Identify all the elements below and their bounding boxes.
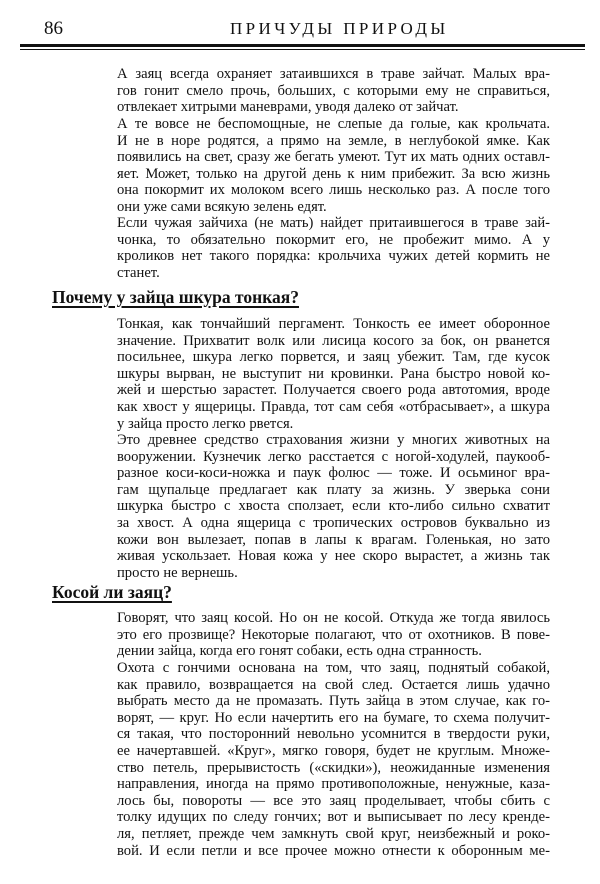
- text-line: жей и шерстью зарастет. Получается своего рода автотомия, вроде: [117, 382, 550, 399]
- text-line: И не в норе родятся, а прямо на земле, в неглубокой ямке. Как: [117, 132, 550, 149]
- text-line: она покормит их молоком всего лишь несколько раз. А после того: [117, 182, 550, 199]
- text-line: гам щупальце предлагает как плату за жизнь. У зверька сони: [117, 481, 550, 498]
- text-line: лось бы, повороты — все это заяц проделывает, чтобы сбить с: [117, 792, 550, 809]
- section-heading-thin-skin: Почему у зайца шкура тонкая?: [52, 287, 299, 307]
- paragraph-leverets: [117, 116, 550, 216]
- text-line: дении зайца, когда его гонят собаки, есть одна странность.: [117, 643, 482, 660]
- text-line: кожи вон вылезает, попав в лапы к врагам. Голенькая, но зато: [117, 531, 550, 548]
- text-line: толку идущих по следу гончих; вот и выписывает по лесу кренде-: [117, 809, 550, 826]
- text-line: А те вовсе не беспомощные, не слепые да голые, как крольчата.: [117, 116, 550, 132]
- text-line: они уже сами всякую зелень едят.: [117, 198, 327, 215]
- running-header: [20, 18, 585, 40]
- text-line: А заяц всегда охраняет затаившихся в траве зайчат. Малых вра-: [117, 66, 550, 82]
- text-line: как хвост у ящерицы. Правда, тот сам себя «отбрасывает», а шкура: [117, 398, 550, 415]
- text-line: за хвост. А одна ящерица с тропических островов буквально из: [117, 514, 550, 531]
- text-line: как правило, возвращается на свой след. Остается лишь удачно: [117, 676, 550, 693]
- text-line: ворят, — круг. Но если начертить его на бумаге, то схема получит-: [117, 709, 550, 726]
- text-line: ся такая, что посторонний невольно усомнится в твердости руки,: [117, 726, 550, 743]
- text-line: живая ускользает. Новая кожа у нее скоро вырастет, а жизнь так: [117, 548, 550, 565]
- text-line: Охота с гончими основана на том, что заяц, поднятый собакой,: [117, 660, 550, 676]
- text-line: Это древнее средство страхования жизни у многих животных на: [117, 432, 550, 448]
- text-line: шкурка быстро с хвоста сползает, если кто-либо сильно схватит: [117, 498, 550, 515]
- paragraph-thin-skin: [117, 316, 550, 432]
- text-line: ля, петляет, прежде чем замкнуть свой круг, неизбежный и роко-: [117, 825, 550, 842]
- text-line: Говорят, что заяц косой. Но он не косой. Откуда же тогда явилось: [117, 610, 550, 626]
- text-line: вооружении. Кузнечик легко расстается с ногой-ходулей, паукооб-: [117, 448, 550, 465]
- page-number: 86: [44, 18, 63, 39]
- text-line: посильнее, шкура легко порвется, и заяц убежит. Там, где кусок: [117, 349, 550, 366]
- text-line: станет.: [117, 264, 160, 281]
- paragraph-autotomy: [117, 432, 550, 581]
- text-line: кроликов нет такого порядка: крольчиха чужих детей кормить не: [117, 248, 550, 265]
- header-rule-thin: [20, 49, 585, 50]
- text-line: ее начертавшей. «Круг», мягко говоря, будет не круглым. Множе-: [117, 742, 550, 759]
- paragraph-hunting: [117, 660, 550, 859]
- text-line: у зайца просто легко рвется.: [117, 415, 294, 432]
- text-line: это его прозвище? Некоторые полагают, что от охотников. В пове-: [117, 626, 550, 643]
- text-line: направления, иногда на прямо противоположные, ненужные, каза-: [117, 776, 550, 793]
- text-line: значение. Прихватит волк или лисица косого за бок, он рванется: [117, 332, 550, 349]
- text-line: выбрать место да не промазать. Путь зайца в этом случае, как го-: [117, 693, 550, 710]
- text-line: отвлекает хитрыми маневрами, уводя далеко от зайчат.: [117, 99, 459, 116]
- text-line: гов гонит смело прочь, больших, с которыми ему не справиться,: [117, 82, 550, 99]
- running-title: ПРИЧУДЫ ПРИРОДЫ: [230, 19, 449, 38]
- paragraph-cross-eyed: [117, 610, 550, 660]
- paragraph-hare-guards: [117, 66, 550, 116]
- header-rule-thick: [20, 44, 585, 47]
- text-line: разное коси-коси-ножка и паук фолюс — тоже. И осьминог вра-: [117, 465, 550, 482]
- text-line: чонка, то обязательно покормит его, не пробежит мимо. А у: [117, 231, 550, 248]
- text-line: просто не вернешь.: [117, 564, 238, 581]
- text-line: вой. И если петли и все прочее можно отнести к оборонным ме-: [117, 842, 550, 859]
- text-line: ство петель, прерывистость («скидки»), неожиданные изменения: [117, 759, 550, 776]
- text-line: Если чужая зайчиха (не мать) найдет притаившегося в траве зай-: [117, 215, 550, 231]
- section-heading-cross-eyed: Косой ли заяц?: [52, 582, 172, 602]
- text-line: появились на свет, сразу же бегать умеют. Тут их мать одних оставл-: [117, 149, 550, 166]
- paragraph-foreign-hare: [117, 215, 550, 281]
- text-line: яет. Может, только на другой день к ним прибежит. За всю жизнь: [117, 165, 550, 182]
- text-line: шкуры вырван, не выступит ни кровинки. Рана быстро новой ко-: [117, 365, 550, 382]
- text-line: Тонкая, как тончайший пергамент. Тонкость ее имеет оборонное: [117, 316, 550, 332]
